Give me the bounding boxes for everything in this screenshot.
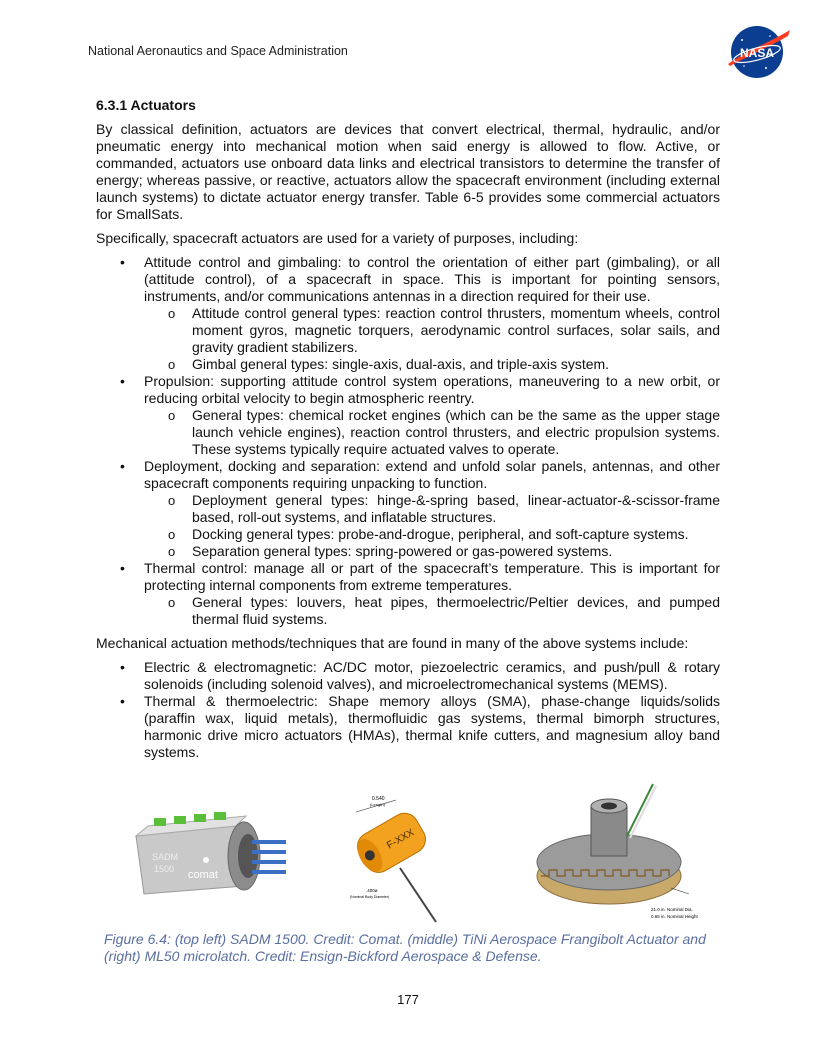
ml50-height: 0.65 in. Nominal Height [651, 914, 698, 919]
sadm-label-2: 1500 [154, 864, 175, 874]
sub-list-item: o Attitude control general types: reaction control thrusters, momentum wheels, control moment gyros, magnetic torquers, aerodynamic control surfaces, solar sails, and gravity gradient stabilizers. [144, 305, 720, 356]
list-item: • Electric & electromagnetic: AC/DC motor, piezoelectric ceramics, and push/pull & rotary solenoids (including solenoid valves), and microelectromechanical systems (MEMS). [96, 659, 720, 693]
list-item: • Thermal control: manage all or part of the spacecraft’s temperature. This is important for protecting internal components from extreme temperatures. o General types: louvers, heat pipes, thermoelectric/Peltier devices, and pumped thermal fluid systems. [96, 560, 720, 628]
page-number: 177 [397, 992, 419, 1007]
methods-lead: Mechanical actuation methods/techniques that are found in many of the above systems include: [96, 635, 689, 651]
section-body [96, 97, 720, 768]
frangibolt-length-note: (Length) [370, 802, 385, 807]
methods-list [96, 659, 720, 761]
figure-images [96, 776, 720, 926]
frangibolt-image [336, 782, 456, 926]
sub-list-item: o Deployment general types: hinge-&-spring based, linear-actuator-&-scissor-frame based, roll-out systems, and inflatable structures. [144, 492, 720, 526]
intro-paragraph: By classical definition, actuators are devices that convert electrical, thermal, hydraulic, and/or pneumatic energy into mechanical motion when said energy is allowed to flow. Active, or commanded, actuators use onboard data links and electrical transistors to determine the transfer of energy; whereas passive, or reactive, actuators allow the spacecraft environment (including external launch systems) to dictate actuator energy transfer. Table 6-5 provides some commercial actuators for SmallSats. [96, 121, 720, 222]
nasa-logo-text: NASA [739, 46, 775, 60]
frangibolt-part-label: F-XXX [385, 827, 417, 852]
sadm-1500-image [126, 796, 286, 896]
sub-list-item: o Docking general types: probe-and-drogue, peripheral, and soft-capture systems. [144, 526, 720, 543]
sub-list-item: o Gimbal general types: single-axis, dual-axis, and triple-axis system. [144, 356, 720, 373]
purposes-lead: Specifically, spacecraft actuators are used for a variety of purposes, including: [96, 230, 579, 246]
ml50-dia: 21.0 in. Nominal Dia. [651, 907, 693, 912]
sadm-label-1: SADM [152, 852, 179, 862]
list-item: • Deployment, docking and separation: extend and unfold solar panels, antennas, and other spacecraft components requiring unpacking to function. o Deployment general types: hinge-&-spring based, linear-actuator-&-scissor-frame based, roll-out systems, and inflatable structures. o Docking general types: probe-and-drogue, peripheral, and soft-capture systems. o Separation general types: spring-powered or gas-powered systems. [96, 458, 720, 560]
agency-header: National Aeronautics and Space Administration [88, 44, 348, 58]
purposes-list [96, 254, 720, 628]
list-item: • Attitude control and gimbaling: to control the orientation of either part (gimbaling), or all (attitude control), of a spacecraft in space. This is important for pointing sensors, instruments, and/or communications antennas in a direction required for their use. o Attitude control general types: reaction control thrusters, momentum wheels, control moment gyros, magnetic torquers, aerodynamic control surfaces, solar sails, and gravity gradient stabilizers. o Gimbal general types: single-axis, dual-axis, and triple-axis system. [96, 254, 720, 373]
nasa-logo [722, 20, 792, 84]
sadm-brand: comat [188, 869, 218, 881]
figure-caption: Figure 6.4: (top left) SADM 1500. Credit: Comat. (middle) TiNi Aerospace Frangibolt Actuator and (right) ML50 microlatch. Credit: Ensign-Bickford Aerospace & Defense. [104, 931, 706, 964]
frangibolt-length: 0.540 [372, 796, 385, 802]
sub-list-item: o Separation general types: spring-powered or gas-powered systems. [144, 543, 720, 560]
frangibolt-dia-note: (Nominal Body Diameter) [350, 895, 390, 899]
sub-list-item: o General types: chemical rocket engines (which can be the same as the upper stage launch vehicle engines), reaction control thrusters, and electric propulsion systems. These systems typically require actuated valves to operate. [144, 407, 720, 458]
list-item: • Thermal & thermoelectric: Shape memory alloys (SMA), phase-change liquids/solids (paraffin wax, liquid metals), thermofluidic gas systems, thermal bimorph structures, harmonic drive micro actuators (HMAs), thermal knife cutters, and magnesium alloy band systems. [96, 693, 720, 761]
section-heading: 6.3.1 Actuators [96, 97, 196, 113]
sub-list-item: o General types: louvers, heat pipes, thermoelectric/Peltier devices, and pumped thermal fluid systems. [144, 594, 720, 628]
list-item: • Propulsion: supporting attitude control system operations, maneuvering to a new orbit, or reducing orbital velocity to begin atmospheric reentry. o General types: chemical rocket engines (which can be the same as the upper stage launch vehicle engines), reaction control thrusters, and electric propulsion systems. These systems typically require actuated valves to operate. [96, 373, 720, 458]
ml50-microlatch-image [531, 776, 721, 926]
frangibolt-dia: .400ø [366, 888, 378, 893]
